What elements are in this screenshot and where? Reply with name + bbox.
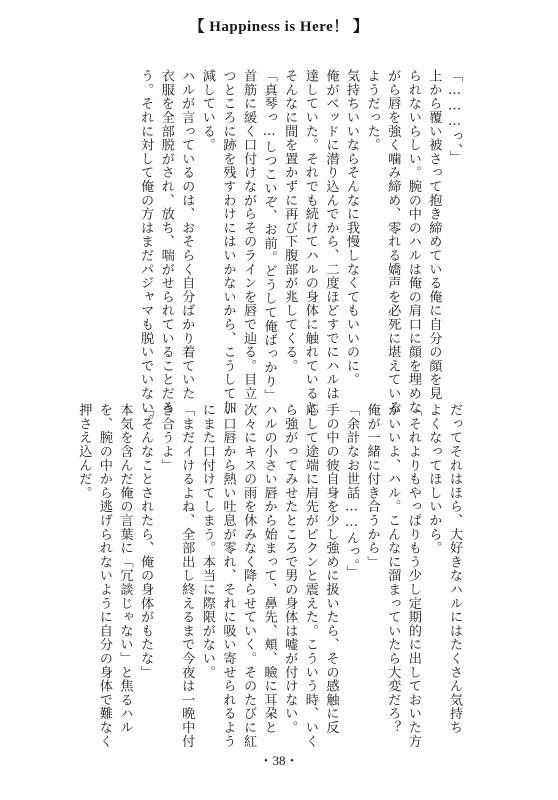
text-line: がいいよ、ハル。こんなに溜まっていたら大変だろ？ — [385, 403, 401, 735]
text-line: 達していた。それでも続けてハルの身体に触れていると — [302, 69, 318, 414]
text-line: 「余計なお世話……んっ。」 — [344, 403, 360, 580]
text-line: 「まだイけるよね、全部出し終えるまで今夜は一晩中付 — [179, 403, 195, 748]
text-line: 手の中の彼自身を少し強めに扱いたら、その感触に反 — [323, 403, 339, 735]
text-line: 俺が一緒に付き合うから」 — [364, 403, 380, 569]
text-line: い口唇から熱い吐息が零れ、それに吸い寄せられるよう — [220, 403, 236, 748]
text-block-top — [135, 69, 465, 428]
text-line: 減している。 — [199, 69, 215, 152]
text-line: ハルの小さい唇から始まって、鼻先、頬、瞼に耳朶と — [261, 403, 277, 735]
text-line: 「それよりもやっぱりもう少し定期的に出しておいた方 — [405, 403, 421, 748]
text-line: 俺がベッドに潜り込んでから、二度ほどすでにハルは — [323, 69, 339, 401]
text-line: 次々にキスの雨を休みなく降らせていく。そのたびに紅 — [241, 403, 257, 748]
text-line: つところに跡を残すわけにはいかないから、こうして加 — [220, 69, 236, 414]
page-number: ・38・ — [259, 753, 299, 768]
text-line: 首筋に緩く口付けながらそのラインを唇で辿る。目立 — [241, 69, 257, 401]
text-line: き合うよ」 — [158, 403, 174, 472]
text-line: ら強がってみせたところで男の身体は嘘が付けない。 — [282, 403, 298, 735]
text-line: ようだった。 — [364, 69, 380, 152]
text-line: 上から覆い被さって抱き締めている俺に自分の顔を見 — [426, 69, 442, 401]
text-line: 「………っ、」 — [447, 69, 462, 165]
text-line: 「そんなことされたら、俺の身体がもたな」 — [138, 403, 154, 679]
text-line: を、腕の中から逃げられないように自分の身体で難なく — [96, 403, 112, 748]
text-block-bottom — [73, 403, 464, 748]
text-line: ハルが言っているのは、おそらく自分ばかり着ていた — [179, 69, 195, 401]
text-line: 応して途端に肩先がピクンと震えた。こういう時、いく — [302, 403, 318, 748]
text-line: 衣服を全部脱がされ、放ち、喘がせられていることだろ — [158, 69, 174, 414]
text-line: う。それに対して俺の方はまだパジャマも脱いでいない。 — [138, 69, 154, 428]
text-line: 「真琴っ…しつこいぞ、お前。どうして俺ばっかり」 — [261, 69, 277, 402]
text-line: よくなってほしいから。 — [426, 403, 442, 555]
text-line: そんなに間を置かずに再び下腹部が兆してくる。 — [282, 69, 298, 373]
text-line: にまた口付けてしまう。本当に際限がない。 — [199, 403, 215, 679]
text-line: られないらしい。腕の中のハルは俺の肩口に顔を埋めな — [405, 69, 421, 414]
running-header: 【 Happiness is Here！ 】 — [189, 19, 369, 35]
text-line: 気持ちいいならそんなに我慢しなくてもいいのに。 — [344, 69, 360, 387]
text-line: 押さえ込んだ。 — [76, 403, 92, 500]
text-line: だってそれはほら、大好きなハルにはたくさん気持ち — [447, 403, 462, 735]
text-line: 本気を含んだ俺の言葉に「冗談じゃない」と焦るハル — [117, 403, 133, 735]
text-line: がら唇を強く噛み締め、零れる嬌声を必死に堪えている — [385, 69, 401, 414]
